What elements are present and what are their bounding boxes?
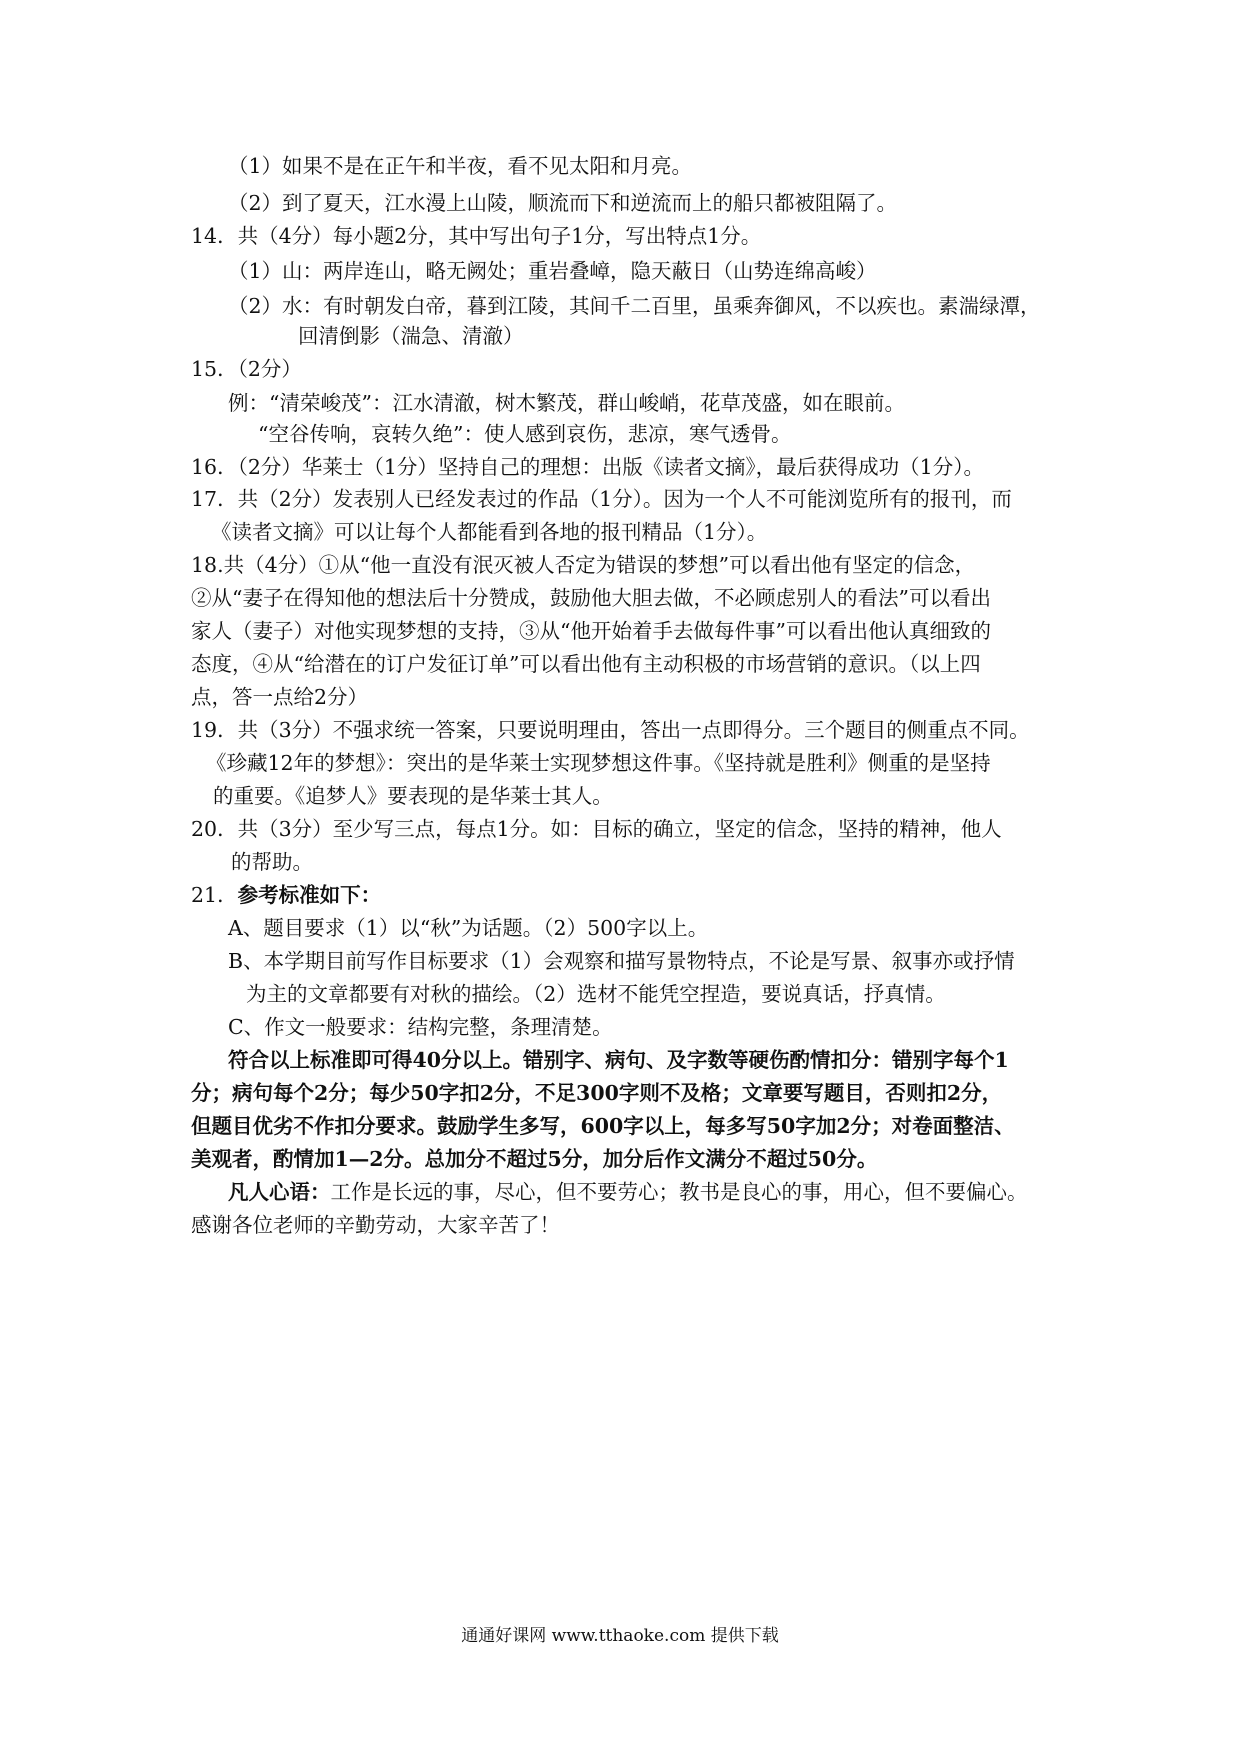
scoring-standard-line-1: 符合以上标准即可得40分以上。错别字、病句、及字数等硬伤酌情扣分：错别字每个1 [228,1048,1009,1072]
q14-item-2-line-2: 回清倒影（湍急、清澈） [298,324,524,348]
q21-criterion-b-line-2: 为主的文章都要有对秋的描绘。（2）选材不能凭空捏造，要说真话，抒真情。 [246,982,946,1006]
q21-title: 参考标准如下： [237,883,382,907]
q15-heading: 15．（2分） [191,357,302,381]
motto-line-1 [228,1178,1028,1206]
motto-text: 工作是长远的事，尽心，但不要劳心；教书是良心的事，用心，但不要偏心。 [330,1180,1028,1204]
q21-criterion-b-line-1: B、本学期目前写作目标要求（1）会观察和描写景物特点，不论是写景、叙事亦或抒情 [228,949,1015,973]
q19-line-3: 的重要。《追梦人》要表现的是华莱士其人。 [213,784,613,808]
motto-line-2: 感谢各位老师的辛勤劳动，大家辛苦了！ [191,1213,560,1237]
page-footer: 通通好课网 www.tthaoke.com 提供下载 [461,1626,779,1646]
q18-line-3: 家人（妻子）对他实现梦想的支持，③从“他开始着手去做每件事”可以看出他认真细致的 [191,619,991,643]
q21-criterion-a: A、题目要求（1）以“秋”为话题。（2）500字以上。 [228,916,709,940]
q14-item-2-line-1: （2）水：有时朝发白帝，暮到江陵，其间千二百里，虽乘奔御风，不以疾也。素湍绿潭， [228,294,1041,318]
q19-line-2: 《珍藏12年的梦想》：突出的是华莱士实现梦想这件事。《坚持就是胜利》侧重的是坚持 [206,751,991,775]
q18-line-2: ②从“妻子在得知他的想法后十分赞成，鼓励他大胆去做，不必顾虑别人的看法”可以看出 [191,586,991,610]
q14-item-1: （1）山：两岸连山，略无阙处；重岩叠嶂，隐天蔽日（山势连绵高峻） [228,259,877,283]
q18-line-1: 18.共（4分）①从“他一直没有泯灭被人否定为错误的梦想”可以看出他有坚定的信念， [191,553,976,577]
q21-number: 21． [191,883,238,907]
motto-label: 凡人心语： [228,1180,331,1204]
q20-line-2: 的帮助。 [231,850,313,874]
q15-example-1: 例：“清荣峻茂”：江水清澈，树木繁茂，群山峻峭，花草茂盛，如在眼前。 [228,391,905,415]
q17-line-1: 17．共（2分）发表别人已经发表过的作品（1分）。因为一个人不可能浏览所有的报刊，而 [191,487,1012,511]
q18-line-5: 点，答一点给2分） [191,685,369,709]
q15-example-2: “空谷传响，哀转久绝”：使人感到哀伤，悲凉，寒气透骨。 [258,422,792,446]
scoring-standard-line-2: 分；病句每个2分；每少50字扣2分，不足300字则不及格；文章要写题目，否则扣2分， [191,1081,1003,1105]
scoring-standard-line-4: 美观者，酌情加1—2分。总加分不超过5分，加分后作文满分不超过50分。 [191,1147,878,1171]
q17-line-2: 《读者文摘》可以让每个人都能看到各地的报刊精品（1分）。 [211,520,768,544]
scoring-standard-line-3: 但题目优劣不作扣分要求。鼓励学生多写，600字以上，每多写50字加2分；对卷面整洁、 [191,1114,1015,1138]
q16-answer: 16．（2分）华莱士（1分）坚持自己的理想：出版《读者文摘》，最后获得成功（1分）。 [191,455,984,479]
q21-heading [191,881,381,909]
q13-item-2: （2）到了夏天，江水漫上山陵，顺流而下和逆流而上的船只都被阻隔了。 [228,191,898,215]
q20-line-1: 20．共（3分）至少写三点，每点1分。如：目标的确立，坚定的信念，坚持的精神，他人 [191,817,1002,841]
q21-criterion-c: C、作文一般要求：结构完整，条理清楚。 [228,1015,613,1039]
q18-line-4: 态度，④从“给潜在的订户发征订单”可以看出他有主动积极的市场营销的意识。（以上四 [191,652,981,676]
q14-heading: 14．共（4分）每小题2分，其中写出句子1分，写出特点1分。 [191,224,762,248]
q13-item-1: （1）如果不是在正午和半夜，看不见太阳和月亮。 [228,154,693,178]
q19-line-1: 19．共（3分）不强求统一答案，只要说明理由，答出一点即得分。三个题目的侧重点不同。 [191,718,1030,742]
